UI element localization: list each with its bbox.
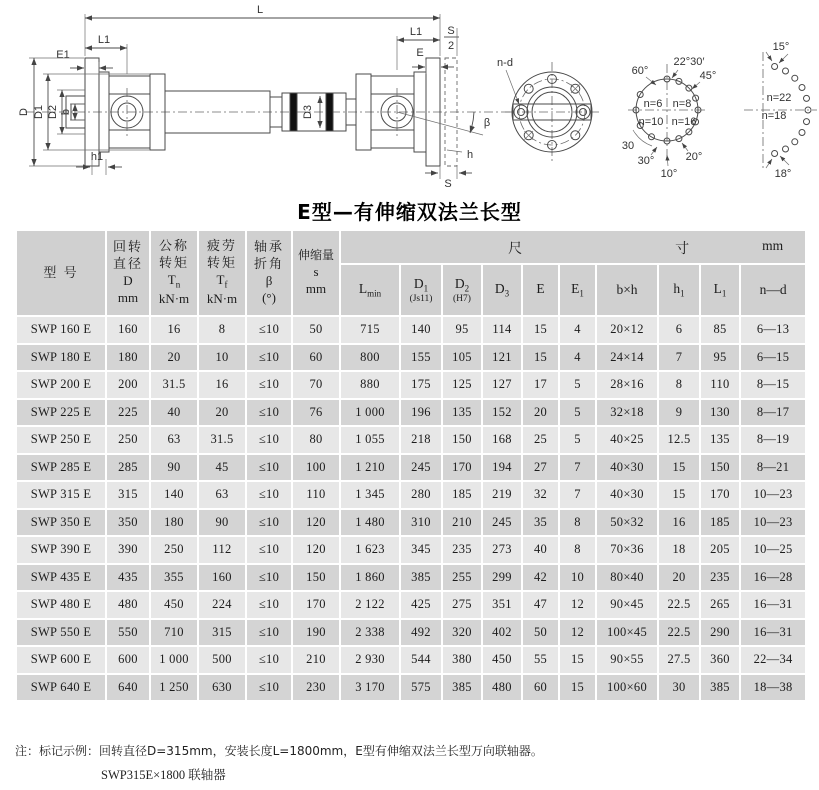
cell-bxh: 90×55 (596, 646, 658, 674)
cell-fatigue-torque: 160 (198, 564, 246, 592)
cell-fatigue-torque: 31.5 (198, 426, 246, 454)
cell-model: SWP 200 E (16, 371, 106, 399)
cell-telescopic: 230 (292, 674, 340, 702)
cell-bearing-angle: ≤10 (246, 371, 292, 399)
cell-fatigue-torque: 224 (198, 591, 246, 619)
spec-table-body (16, 316, 806, 701)
cell-nominal-torque: 31.5 (150, 371, 198, 399)
cell-bearing-angle: ≤10 (246, 674, 292, 702)
cell-e: 15 (522, 344, 559, 372)
cell-nd: 8—19 (740, 426, 806, 454)
col-header-e1: $E_1$ (559, 264, 596, 316)
bolt-pattern-diagram (622, 56, 716, 180)
cell-d2: 235 (442, 536, 482, 564)
cell-nd: 6—15 (740, 344, 806, 372)
cell-h1: 15 (658, 454, 700, 482)
cell-nominal-torque: 16 (150, 316, 198, 344)
cell-nominal-torque: 355 (150, 564, 198, 592)
cell-model: SWP 435 E (16, 564, 106, 592)
table-row (16, 564, 806, 592)
cell-telescopic: 110 (292, 481, 340, 509)
col-header-nd: n—d (740, 264, 806, 316)
cell-telescopic: 190 (292, 619, 340, 647)
cell-telescopic: 120 (292, 536, 340, 564)
spec-table (15, 229, 807, 702)
cell-nd: 10—25 (740, 536, 806, 564)
cell-nd: 8—15 (740, 371, 806, 399)
dim-D3: D3 (302, 104, 314, 120)
cell-nd: 16—31 (740, 619, 806, 647)
cell-bxh: 28×16 (596, 371, 658, 399)
cell-fatigue-torque: 16 (198, 371, 246, 399)
cell-d1: 385 (400, 564, 442, 592)
cell-d1: 175 (400, 371, 442, 399)
label-n6: n=6 (643, 98, 663, 110)
cell-h1: 8 (658, 371, 700, 399)
cell-bearing-angle: ≤10 (246, 509, 292, 537)
cell-diameter: 435 (106, 564, 150, 592)
cell-bearing-angle: ≤10 (246, 426, 292, 454)
col-header-telescopic: 伸缩量 s mm (292, 230, 340, 316)
cell-bearing-angle: ≤10 (246, 454, 292, 482)
cell-model: SWP 550 E (16, 619, 106, 647)
cell-l1: 385 (700, 674, 740, 702)
cell-d3: 402 (482, 619, 522, 647)
cell-d1: 155 (400, 344, 442, 372)
cell-e: 42 (522, 564, 559, 592)
cell-bxh: 40×30 (596, 454, 658, 482)
dim-D2: D2 (47, 104, 59, 120)
table-row (16, 399, 806, 427)
cell-d2: 210 (442, 509, 482, 537)
cell-bxh: 40×30 (596, 481, 658, 509)
table-row (16, 646, 806, 674)
table-row (16, 426, 806, 454)
cell-bearing-angle: ≤10 (246, 344, 292, 372)
cell-e1: 8 (559, 536, 596, 564)
label-18deg: 18° (774, 168, 792, 180)
cell-bearing-angle: ≤10 (246, 619, 292, 647)
page-title: E型—有伸缩双法兰长型 (297, 200, 522, 224)
table-row (16, 536, 806, 564)
cell-fatigue-torque: 500 (198, 646, 246, 674)
partial-bolt-diagram (744, 41, 817, 180)
cell-bxh: 80×40 (596, 564, 658, 592)
cell-lmin: 1 210 (340, 454, 400, 482)
table-row (16, 344, 806, 372)
cell-lmin: 800 (340, 344, 400, 372)
cell-e: 32 (522, 481, 559, 509)
cell-bxh: 24×14 (596, 344, 658, 372)
table-row (16, 454, 806, 482)
cell-h1: 27.5 (658, 646, 700, 674)
cell-bearing-angle: ≤10 (246, 536, 292, 564)
col-header-e: E (522, 264, 559, 316)
col-header-fatigue-torque: 疲劳 转矩 $T_f$ kN·m (198, 230, 246, 316)
cell-e1: 15 (559, 674, 596, 702)
cell-bxh: 100×60 (596, 674, 658, 702)
col-header-h1: $h_1$ (658, 264, 700, 316)
cell-d2: 185 (442, 481, 482, 509)
cell-d2: 385 (442, 674, 482, 702)
cell-nd: 16—31 (740, 591, 806, 619)
cell-e1: 4 (559, 344, 596, 372)
cell-e1: 5 (559, 371, 596, 399)
label-60deg: 60° (631, 65, 649, 77)
cell-lmin: 2 338 (340, 619, 400, 647)
cell-diameter: 200 (106, 371, 150, 399)
cell-nominal-torque: 1 250 (150, 674, 198, 702)
cell-e1: 7 (559, 454, 596, 482)
cell-lmin: 880 (340, 371, 400, 399)
cell-model: SWP 640 E (16, 674, 106, 702)
cell-e1: 10 (559, 564, 596, 592)
cell-e: 40 (522, 536, 559, 564)
cell-telescopic: 100 (292, 454, 340, 482)
cell-e: 60 (522, 674, 559, 702)
cell-nd: 8—21 (740, 454, 806, 482)
cell-diameter: 480 (106, 591, 150, 619)
cell-diameter: 250 (106, 426, 150, 454)
cell-model: SWP 225 E (16, 399, 106, 427)
cell-e: 15 (522, 316, 559, 344)
col-header-bearing-angle: 轴承 折角 β (°) (246, 230, 292, 316)
cell-diameter: 390 (106, 536, 150, 564)
cell-telescopic: 210 (292, 646, 340, 674)
col-header-bxh: b×h (596, 264, 658, 316)
cell-h1: 16 (658, 509, 700, 537)
cell-e1: 5 (559, 399, 596, 427)
cell-fatigue-torque: 20 (198, 399, 246, 427)
cell-lmin: 1 000 (340, 399, 400, 427)
cell-d2: 320 (442, 619, 482, 647)
cell-h1: 6 (658, 316, 700, 344)
label-n8: n=8 (672, 98, 692, 110)
cell-d2: 125 (442, 371, 482, 399)
cell-d1: 544 (400, 646, 442, 674)
cell-e1: 8 (559, 509, 596, 537)
cell-lmin: 715 (340, 316, 400, 344)
label-45deg: 45° (699, 70, 717, 82)
col-header-model (16, 230, 106, 316)
cell-lmin: 3 170 (340, 674, 400, 702)
table-row (16, 509, 806, 537)
cell-d2: 95 (442, 316, 482, 344)
cell-telescopic: 150 (292, 564, 340, 592)
cell-l1: 185 (700, 509, 740, 537)
label-n18: n=18 (761, 110, 787, 122)
cell-nd: 22—34 (740, 646, 806, 674)
cell-d1: 140 (400, 316, 442, 344)
cell-model: SWP 250 E (16, 426, 106, 454)
cell-d3: 273 (482, 536, 522, 564)
cell-d1: 218 (400, 426, 442, 454)
col-header-diameter: 回转 直径 D mm (106, 230, 150, 316)
cell-l1: 235 (700, 564, 740, 592)
cell-model: SWP 180 E (16, 344, 106, 372)
label-20deg: 20° (685, 151, 703, 163)
table-row (16, 481, 806, 509)
dim-n-d: n-d (497, 57, 513, 69)
cell-h1: 18 (658, 536, 700, 564)
cell-lmin: 1 480 (340, 509, 400, 537)
cell-d3: 299 (482, 564, 522, 592)
cell-d3: 245 (482, 509, 522, 537)
cell-bearing-angle: ≤10 (246, 399, 292, 427)
cell-d1: 345 (400, 536, 442, 564)
cell-e1: 5 (559, 426, 596, 454)
label-n22: n=22 (766, 92, 792, 104)
cell-bxh: 70×36 (596, 536, 658, 564)
cell-d1: 280 (400, 481, 442, 509)
dim-h: h (466, 149, 474, 161)
cell-e1: 7 (559, 481, 596, 509)
cell-h1: 22.5 (658, 591, 700, 619)
dim-D1: D1 (33, 104, 45, 120)
cell-fatigue-torque: 45 (198, 454, 246, 482)
footnote-line2: SWP315E×1800 联轴器 (101, 768, 226, 782)
cell-e1: 12 (559, 619, 596, 647)
dim-L1-left: L1 (97, 34, 111, 46)
col-header-d1: $D_1$ (Js11) (400, 264, 442, 316)
cell-model: SWP 285 E (16, 454, 106, 482)
cell-diameter: 550 (106, 619, 150, 647)
cell-diameter: 160 (106, 316, 150, 344)
cell-d3: 114 (482, 316, 522, 344)
cell-h1: 9 (658, 399, 700, 427)
cell-l1: 170 (700, 481, 740, 509)
cell-telescopic: 120 (292, 509, 340, 537)
label-n16: n=16 (671, 116, 697, 128)
cell-diameter: 225 (106, 399, 150, 427)
cell-d3: 219 (482, 481, 522, 509)
dim-beta: β (483, 117, 491, 129)
footnote-line1: 注：标记示例：回转直径D=315mm，安装长度L=1800mm，E型有伸缩双法兰长型万向联轴器。 (15, 744, 543, 758)
cell-d2: 380 (442, 646, 482, 674)
table-row (16, 674, 806, 702)
cell-d3: 351 (482, 591, 522, 619)
cell-bearing-angle: ≤10 (246, 316, 292, 344)
cell-l1: 360 (700, 646, 740, 674)
cell-fatigue-torque: 315 (198, 619, 246, 647)
cell-e: 50 (522, 619, 559, 647)
cell-nd: 16—28 (740, 564, 806, 592)
col-header-model-label: 型 号 (43, 264, 79, 280)
cell-model: SWP 350 E (16, 509, 106, 537)
label-n10: n=10 (638, 116, 664, 128)
cell-h1: 15 (658, 481, 700, 509)
cell-d1: 245 (400, 454, 442, 482)
cell-telescopic: 50 (292, 316, 340, 344)
dim-E1: E1 (56, 49, 70, 61)
dim-E: E (416, 47, 424, 59)
cell-nd: 10—23 (740, 509, 806, 537)
col-header-l1: $L_1$ (700, 264, 740, 316)
cell-d1: 492 (400, 619, 442, 647)
cell-model: SWP 600 E (16, 646, 106, 674)
cell-bxh: 100×45 (596, 619, 658, 647)
cell-d2: 105 (442, 344, 482, 372)
cell-diameter: 640 (106, 674, 150, 702)
cell-lmin: 2 930 (340, 646, 400, 674)
cell-nominal-torque: 1 000 (150, 646, 198, 674)
cell-fatigue-torque: 8 (198, 316, 246, 344)
cell-e: 47 (522, 591, 559, 619)
dim-S-half-den: 2 (447, 40, 455, 52)
footnote (15, 742, 805, 783)
label-2230: 22°30′ (673, 56, 705, 68)
cell-telescopic: 80 (292, 426, 340, 454)
flange-end-view (505, 62, 601, 164)
col-header-d2: $D_2$ (H7) (442, 264, 482, 316)
cell-d3: 194 (482, 454, 522, 482)
col-header-d3: $D_3$ (482, 264, 522, 316)
label-30deg: 30° (637, 155, 655, 167)
cell-e: 17 (522, 371, 559, 399)
cell-d2: 135 (442, 399, 482, 427)
cell-d1: 575 (400, 674, 442, 702)
cell-lmin: 1 860 (340, 564, 400, 592)
cell-fatigue-torque: 10 (198, 344, 246, 372)
cell-nd: 18—38 (740, 674, 806, 702)
cell-d2: 275 (442, 591, 482, 619)
cell-d1: 196 (400, 399, 442, 427)
cell-e1: 15 (559, 646, 596, 674)
label-10deg: 10° (660, 168, 678, 180)
cell-d1: 310 (400, 509, 442, 537)
cell-lmin: 1 055 (340, 426, 400, 454)
cell-d2: 150 (442, 426, 482, 454)
cell-l1: 85 (700, 316, 740, 344)
table-row (16, 316, 806, 344)
cell-d2: 170 (442, 454, 482, 482)
cell-e: 27 (522, 454, 559, 482)
cell-h1: 30 (658, 674, 700, 702)
cell-l1: 150 (700, 454, 740, 482)
cell-l1: 135 (700, 426, 740, 454)
cell-e1: 4 (559, 316, 596, 344)
cell-bxh: 90×45 (596, 591, 658, 619)
cell-e: 20 (522, 399, 559, 427)
cell-nd: 10—23 (740, 481, 806, 509)
dim-h1: h1 (90, 151, 104, 163)
cell-h1: 20 (658, 564, 700, 592)
cell-nominal-torque: 710 (150, 619, 198, 647)
dim-L: L (256, 4, 264, 16)
cell-nominal-torque: 250 (150, 536, 198, 564)
col-header-dimensions-group: 尺 寸 mm (340, 230, 806, 264)
cell-nominal-torque: 63 (150, 426, 198, 454)
cell-nd: 6—13 (740, 316, 806, 344)
cell-bxh: 40×25 (596, 426, 658, 454)
cell-fatigue-torque: 90 (198, 509, 246, 537)
cell-d3: 480 (482, 674, 522, 702)
table-row (16, 619, 806, 647)
cell-diameter: 180 (106, 344, 150, 372)
cell-telescopic: 70 (292, 371, 340, 399)
cell-fatigue-torque: 63 (198, 481, 246, 509)
cell-bxh: 20×12 (596, 316, 658, 344)
cell-bearing-angle: ≤10 (246, 646, 292, 674)
cell-diameter: 285 (106, 454, 150, 482)
cell-lmin: 2 122 (340, 591, 400, 619)
dim-L1-right: L1 (409, 26, 423, 38)
cell-l1: 110 (700, 371, 740, 399)
cell-d3: 152 (482, 399, 522, 427)
cell-fatigue-torque: 630 (198, 674, 246, 702)
cardan-shaft-technical-drawing (0, 0, 819, 195)
cell-l1: 290 (700, 619, 740, 647)
cell-bearing-angle: ≤10 (246, 564, 292, 592)
dim-S: S (444, 178, 452, 190)
col-header-lmin: $L_{min}$ (340, 264, 400, 316)
cell-telescopic: 170 (292, 591, 340, 619)
cell-nominal-torque: 40 (150, 399, 198, 427)
cell-bxh: 32×18 (596, 399, 658, 427)
cell-diameter: 600 (106, 646, 150, 674)
cell-d2: 255 (442, 564, 482, 592)
cell-diameter: 350 (106, 509, 150, 537)
cell-model: SWP 390 E (16, 536, 106, 564)
cell-h1: 22.5 (658, 619, 700, 647)
cell-l1: 265 (700, 591, 740, 619)
table-row (16, 371, 806, 399)
cell-d3: 450 (482, 646, 522, 674)
cell-l1: 95 (700, 344, 740, 372)
cell-nd: 8—17 (740, 399, 806, 427)
cell-d1: 425 (400, 591, 442, 619)
cell-bxh: 50×32 (596, 509, 658, 537)
cell-h1: 12.5 (658, 426, 700, 454)
cell-l1: 205 (700, 536, 740, 564)
cell-diameter: 315 (106, 481, 150, 509)
dim-S-half-num: S (447, 25, 455, 37)
dimension-lines (18, 4, 519, 190)
cell-e: 55 (522, 646, 559, 674)
cell-d3: 168 (482, 426, 522, 454)
cell-nominal-torque: 140 (150, 481, 198, 509)
cell-model: SWP 480 E (16, 591, 106, 619)
table-row (16, 591, 806, 619)
cell-e: 35 (522, 509, 559, 537)
cell-nominal-torque: 20 (150, 344, 198, 372)
cell-e: 25 (522, 426, 559, 454)
cell-lmin: 1 623 (340, 536, 400, 564)
cell-nominal-torque: 90 (150, 454, 198, 482)
cell-nominal-torque: 450 (150, 591, 198, 619)
cell-d3: 121 (482, 344, 522, 372)
cell-d3: 127 (482, 371, 522, 399)
cell-nominal-torque: 180 (150, 509, 198, 537)
dim-D: D (18, 108, 30, 116)
col-header-nominal-torque: 公称 转矩 $T_n$ kN·m (150, 230, 198, 316)
cell-model: SWP 160 E (16, 316, 106, 344)
cell-telescopic: 60 (292, 344, 340, 372)
cell-fatigue-torque: 112 (198, 536, 246, 564)
cell-bearing-angle: ≤10 (246, 481, 292, 509)
cell-e1: 12 (559, 591, 596, 619)
label-30: 30 (621, 140, 635, 152)
cell-telescopic: 76 (292, 399, 340, 427)
cell-lmin: 1 345 (340, 481, 400, 509)
cell-l1: 130 (700, 399, 740, 427)
cell-h1: 7 (658, 344, 700, 372)
dim-b: b (60, 108, 72, 116)
label-15deg: 15° (772, 41, 790, 53)
cell-model: SWP 315 E (16, 481, 106, 509)
cell-bearing-angle: ≤10 (246, 591, 292, 619)
